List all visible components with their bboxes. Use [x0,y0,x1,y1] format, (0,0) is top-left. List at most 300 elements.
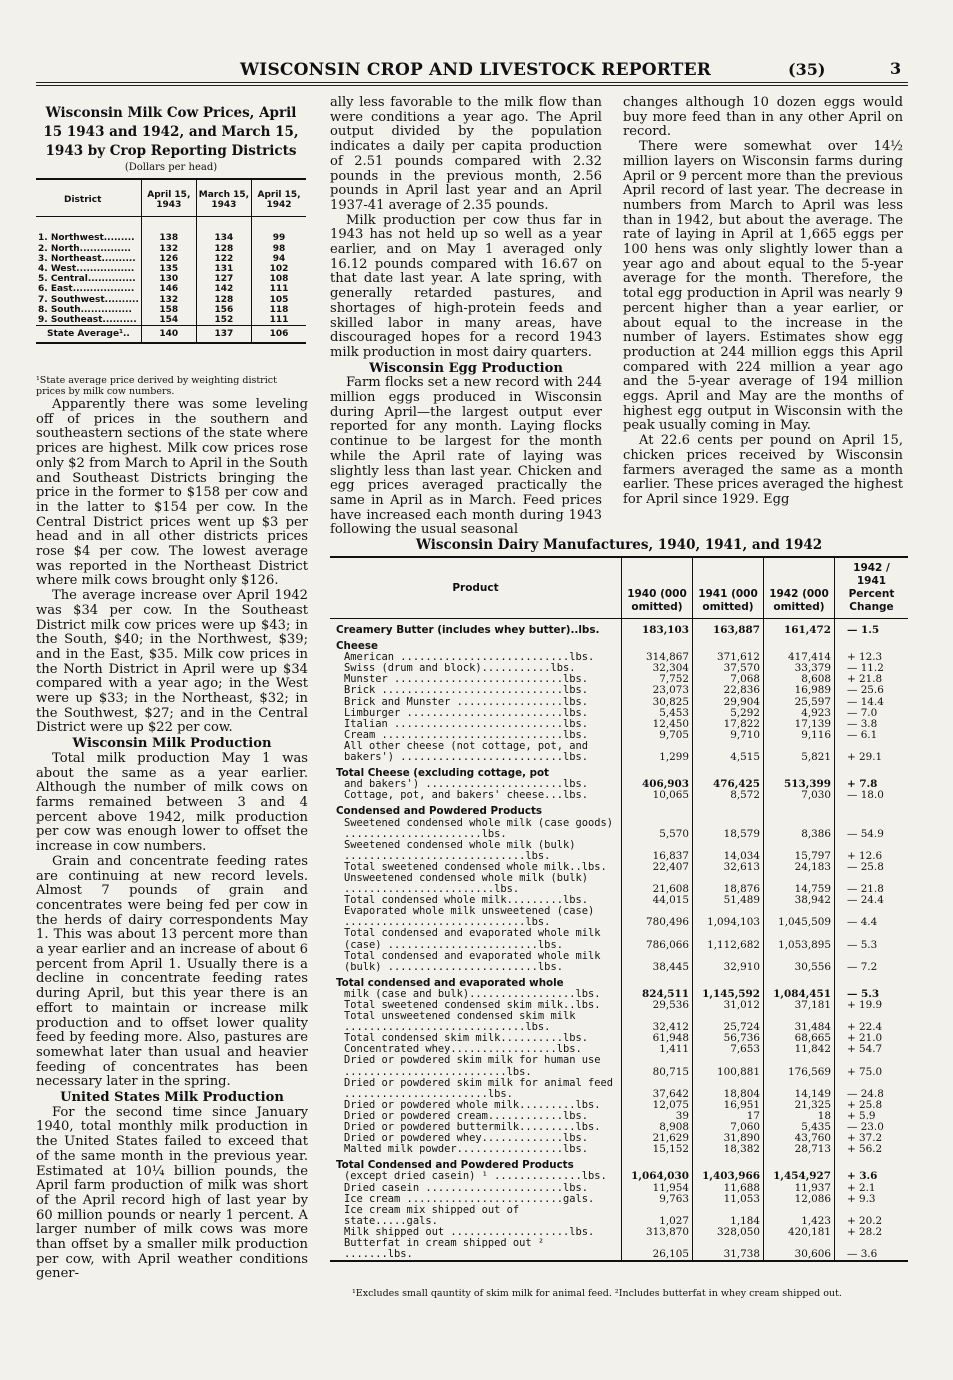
value-cell: 18,804 [693,1078,764,1100]
value-cell: 17,822 [693,719,764,730]
value-cell: 30,556 [764,951,835,973]
value-cell: 61,948 [622,1033,693,1044]
table-row [36,295,306,305]
value-cell: 32,613 [693,862,764,873]
value-cell: 29,904 [693,697,764,708]
table-row [330,906,908,928]
average-cell: 140 [141,326,196,344]
value-cell: 183,103 [622,619,693,637]
table-row [330,636,908,652]
table-row [36,244,306,254]
value-cell: 18 [764,1111,835,1122]
price-cell: 105 [252,295,306,305]
value-cell: 9,710 [693,730,764,741]
cow-price-table-title: Wisconsin Milk Cow Prices, April 15 1943 and 1942, and March 15, 1943 by Crop Reporting Districts [43,105,299,159]
percent-change-cell: + 12.6 [835,840,909,862]
value-cell: 11,842 [764,1044,835,1055]
col-header-april-1942: April 15, 1942 [252,179,306,217]
value-cell: 7,653 [693,1044,764,1055]
average-cell: 106 [252,326,306,344]
value-cell: 11,954 [622,1183,693,1194]
table-row [330,1011,908,1033]
cow-price-table [36,178,306,344]
value-cell: 12,450 [622,719,693,730]
percent-change-cell: — 4.4 [835,906,909,928]
value-cell: 33,379 [764,663,835,674]
value-cell [622,1155,693,1171]
percent-change-cell: — 24.8 [835,1078,909,1100]
percent-change-cell: + 25.8 [835,1100,909,1111]
value-cell [764,636,835,652]
value-cell: 8,386 [764,818,835,840]
product-label: Dried or powdered cream............lbs. [344,1109,588,1122]
price-cell: 98 [252,244,306,254]
value-cell: 14,034 [693,840,764,862]
value-cell: 51,489 [693,895,764,906]
col-header-percent-change: 1942 / 1941 Percent Change [835,557,909,619]
price-cell: 152 [196,315,251,326]
product-label: Unsweetened condensed whole milk (bulk) ........................lbs. [344,871,588,896]
percent-change-cell: + 2.1 [835,1183,909,1194]
table-row [330,818,908,840]
value-cell: 12,086 [764,1194,835,1205]
percent-change-cell: + 56.2 [835,1144,909,1155]
value-cell: 8,572 [693,790,764,801]
price-cell: 158 [141,305,196,315]
product-label: Munster ...........................lbs. [344,673,588,686]
percent-change-cell: + 75.0 [835,1055,909,1077]
col-header-district: District [36,179,141,217]
price-cell: 128 [196,244,251,254]
percent-change-cell: + 22.4 [835,1011,909,1033]
value-cell: 14,759 [764,873,835,895]
value-cell: 25,724 [693,1011,764,1033]
table-row [330,763,908,779]
percent-change-cell: + 54.7 [835,1044,909,1055]
product-label: Dried or powdered buttermilk.........lbs. [344,1121,601,1134]
value-cell: 9,763 [622,1194,693,1205]
percent-change-cell: + 9.3 [835,1194,909,1205]
district-name: 2. North............... [38,243,131,254]
table-row [330,685,908,696]
percent-change-cell: — 3.6 [835,1238,909,1261]
value-cell: 313,870 [622,1227,693,1238]
value-cell: 371,612 [693,652,764,663]
value-cell: 1,299 [622,741,693,763]
product-label: Total condensed and evaporated whole milk (bulk) ........................lbs. [344,949,601,973]
value-cell: 176,569 [764,1055,835,1077]
value-cell: 26,105 [622,1238,693,1261]
product-label: Dried or powdered whole milk.........lbs. [344,1098,601,1111]
percent-change-cell: + 5.9 [835,1111,909,1122]
percent-change-cell: + 21.0 [835,1033,909,1044]
product-label: Dried or powdered whey.............lbs. [344,1132,588,1145]
value-cell: 31,484 [764,1011,835,1033]
value-cell [764,763,835,779]
value-cell: 9,705 [622,730,693,741]
value-cell: 9,116 [764,730,835,741]
value-cell: 31,738 [693,1238,764,1261]
value-cell [693,801,764,817]
value-cell: 18,876 [693,873,764,895]
header-rule-double [36,85,908,86]
price-cell: 126 [141,254,196,264]
percent-change-cell: + 28.2 [835,1227,909,1238]
price-cell: 154 [141,315,196,326]
value-cell: 15,797 [764,840,835,862]
value-cell: 314,867 [622,652,693,663]
product-label: Milk shipped out ...................lbs. [344,1225,595,1238]
product-label: Total sweetened condensed skim milk..lbs. [344,999,601,1011]
value-cell: 21,325 [764,1100,835,1111]
percent-change-cell [835,801,909,817]
value-cell: 1,454,927 [764,1171,835,1182]
product-label: Dried or powdered skim milk for animal feed .......................lbs. [344,1076,613,1100]
value-cell: 417,414 [764,652,835,663]
value-cell: 17 [693,1111,764,1122]
col-header-1940: 1940 (000 omitted) [622,557,693,619]
table-row [330,1078,908,1100]
value-cell: 14,149 [764,1078,835,1100]
paragraph: Milk production per cow thus far in 1943 has not held up so well as a year earlier, and on May 1 averaged only 16.12 pounds compared with 16.67 on that date last year. A late spring, with generally retarded pastures, and shortages of high-protein feeds and skilled labor in many areas, have discouraged hopes for a record 1943 milk production in most dairy quarters. [330,212,602,360]
price-cell: 128 [196,295,251,305]
product-label: Cream .............................lbs. [344,728,588,741]
paragraph: There were somewhat over 14½ million layers on Wisconsin farms during April or 9 percent more than the previous April record of last year. The decrease in numbers from March to April was less than in 1942, but about the average. The rate of laying in April at 1,665 eggs per 100 hens was only slightly lower than a year ago and about equal to the 5-year average for the month. Therefore, the total egg production in April was nearly 9 percent higher than a year earlier, or about equal to the increase in the number of layers. Estimates show egg production at 244 million eggs this April compared with 224 million a year ago and the 5-year average of 194 million eggs. April and May are the months of highest egg output in Wisconsin with the peak usually coming in May. [623,139,903,434]
value-cell: 1,184 [693,1205,764,1227]
col-header-1942: 1942 (000 omitted) [764,557,835,619]
table-row [330,1144,908,1155]
percent-change-cell: — 23.0 [835,1122,909,1133]
product-label: Ice cream .........................gals. [344,1192,595,1205]
section-label: Cheese [336,640,378,653]
product-label: Brick .............................lbs. [344,684,588,697]
price-cell: 131 [196,264,251,274]
percent-change-cell [835,763,909,779]
value-cell: 30,825 [622,697,693,708]
product-label: Total condensed and evaporated whole milk (case) ........................lbs. [344,927,601,951]
value-cell [622,973,693,989]
district-name: 1. Northwest......... [38,233,135,244]
value-cell: 824,511 [622,989,693,1000]
percent-change-cell: — 21.8 [835,873,909,895]
value-cell: 8,908 [622,1122,693,1133]
product-label: Dried casein ......................lbs. [344,1181,588,1194]
percent-change-cell: — 25.8 [835,862,909,873]
percent-change-cell: + 37.2 [835,1133,909,1144]
section-label: Condensed and Powdered Products [336,805,543,818]
price-cell: 134 [196,217,251,244]
price-cell: 108 [252,274,306,284]
value-cell: 18,579 [693,818,764,840]
table-row [330,928,908,950]
value-cell: 406,903 [622,779,693,790]
price-cell: 99 [252,217,306,244]
paragraph: Grain and concentrate feeding rates are continuing at new record levels. Almost 7 pounds of grain and concentrates were being fed per cow in the herds of dairy correspondents May 1. This was about 13 percent more than a year earlier and an increase of about 6 percent from April 1. Usually there is a decline in concentrate feeding rates during April, but this year there is an effort to maintain or increase milk production and to offset lower quality feed by feeding more. Also, pastures are somewhat later than usual and heavier feeding of concentrates has been necessary later in the spring. [36,853,308,1090]
percent-change-cell: — 5.3 [835,989,909,1000]
price-cell: 132 [141,295,196,305]
value-cell: 16,989 [764,685,835,696]
percent-change-cell: + 19.9 [835,1000,909,1011]
table-row [36,217,306,244]
product-label: Creamery Butter (includes whey butter)..lbs. [336,624,600,636]
percent-change-cell: — 6.1 [835,730,909,741]
value-cell: 328,050 [693,1227,764,1238]
value-cell: 1,045,509 [764,906,835,928]
product-label: Limburger .........................lbs. [344,706,588,719]
district-name: 6. East.................. [38,284,135,295]
paragraph: ally less favorable to the milk flow than were conditions a year ago. The April output divided by the population indicates a daily per capita production of 2.51 pounds compared with 2.32 pounds in the previous month, 2.56 pounds in April last year and an April 1937-41 average of 2.35 pounds. [330,95,602,213]
value-cell: 32,412 [622,1011,693,1033]
value-cell [622,801,693,817]
product-label: Italian ...........................lbs. [344,717,588,730]
table-row [330,1055,908,1077]
value-cell: 32,304 [622,663,693,674]
price-cell: 146 [141,284,196,294]
price-cell: 130 [141,274,196,284]
value-cell: 1,112,682 [693,928,764,950]
table-row [330,1205,908,1227]
value-cell: 24,183 [764,862,835,873]
paragraph: At 22.6 cents per pound on April 15, chicken prices received by Wisconsin farmers averaged the same as a month earlier. These prices averaged the highest for April since 1929. Egg [623,433,903,507]
value-cell: 1,053,895 [764,928,835,950]
table-row [36,315,306,326]
product-label: Swiss (drum and block)...........lbs. [344,662,576,675]
value-cell: 1,145,592 [693,989,764,1000]
value-cell: 1,084,451 [764,989,835,1000]
product-label: Total condensed skim milk..........lbs. [344,1032,588,1045]
percent-change-cell: — 25.6 [835,685,909,696]
value-cell: 7,068 [693,674,764,685]
value-cell: 17,139 [764,719,835,730]
middle-column-text [330,96,602,538]
paragraph: Apparently there was some leveling off of prices in the southern and southeastern sections of the state where prices are highest. Milk cow prices rose only $2 from March to April in the South and Southeast Districts bringing the price in the former to $158 per cow and in the latter to $154 per cow. In the Central District prices went up $3 per head and in all other districts prices rose $4 per cow. The lowest average was reported in the Northeast District where milk cows brought only $126. [36,397,308,589]
product-label: Malted milk powder.................lbs. [344,1143,588,1156]
value-cell: 1,411 [622,1044,693,1055]
value-cell: 37,570 [693,663,764,674]
product-label: Brick and Munster .................lbs. [344,695,588,708]
price-cell: 94 [252,254,306,264]
value-cell: 161,472 [764,619,835,637]
value-cell: 11,688 [693,1183,764,1194]
price-cell: 138 [141,217,196,244]
district-name: 3. Northeast.......... [38,253,136,264]
value-cell: 1,094,103 [693,906,764,928]
issue-number: (35) [788,60,826,79]
value-cell: 163,887 [693,619,764,637]
district-name: 5. Central.............. [38,274,136,285]
value-cell: 21,608 [622,873,693,895]
percent-change-cell: + 21.8 [835,674,909,685]
value-cell: 18,382 [693,1144,764,1155]
cow-price-table-subtitle: (Dollars per head) [124,162,218,173]
product-label: All other cheese (not cottage, pot, and bakers') ..........................lbs. [344,739,588,764]
value-cell: 7,030 [764,790,835,801]
product-label: milk (case and bulk).................lbs. [344,987,601,1000]
table-row [36,305,306,315]
value-cell: 21,629 [622,1133,693,1144]
district-name: 9. Southeast.......... [38,315,137,326]
value-cell: 29,536 [622,1000,693,1011]
percent-change-cell: — 1.5 [835,619,909,637]
table-row [330,973,908,989]
value-cell: 10,065 [622,790,693,801]
paragraph: changes although 10 dozen eggs would buy more feed than in any other April on record. [623,95,903,140]
value-cell: 43,760 [764,1133,835,1144]
district-name: 7. Southwest.......... [38,294,139,305]
section-label: Total Condensed and Powdered Products [336,1159,574,1172]
product-label: (except dried casein) ¹ ..............lbs. [344,1170,607,1183]
average-cell: 137 [196,326,251,344]
section-heading-milk: Wisconsin Milk Production [72,736,272,752]
value-cell: 420,181 [764,1227,835,1238]
percent-change-cell [835,1155,909,1171]
value-cell [622,636,693,652]
table-row [330,790,908,801]
value-cell [693,636,764,652]
value-cell: 780,496 [622,906,693,928]
dairy-manufactures-table [330,556,908,1262]
section-label: Total Cheese (excluding cottage, pot [336,767,549,780]
table-row [330,619,908,637]
value-cell: 5,453 [622,708,693,719]
percent-change-cell: — 24.4 [835,895,909,906]
value-cell: 5,570 [622,818,693,840]
percent-change-cell: — 11.2 [835,663,909,674]
percent-change-cell: — 54.9 [835,818,909,840]
price-cell: 156 [196,305,251,315]
value-cell: 476,425 [693,779,764,790]
value-cell: 68,665 [764,1033,835,1044]
percent-change-cell: — 7.2 [835,951,909,973]
value-cell: 7,060 [693,1122,764,1133]
price-cell: 135 [141,264,196,274]
value-cell: 513,399 [764,779,835,790]
value-cell: 11,053 [693,1194,764,1205]
table-row [330,801,908,817]
product-label: Total unsweetened condensed skim milk .............................lbs. [344,1010,576,1034]
product-label: Total sweetened condensed whole milk..lbs. [344,860,607,873]
price-cell: 127 [196,274,251,284]
dairy-table-footnote: ¹Excludes small qauntity of skim milk for animal feed. ²Includes butterfat in whey cream shipped out. [352,1288,842,1299]
product-label: and bakers') ......................lbs. [344,778,588,791]
percent-change-cell: — 3.8 [835,719,909,730]
value-cell: 5,435 [764,1122,835,1133]
table-row-average [36,326,306,344]
value-cell: 786,066 [622,928,693,950]
paragraph: The average increase over April 1942 was $34 per cow. In the Southeast District milk cow prices were up $43; in the South, $40; in the Northwest, $39; and in the East, $35. Milk cow prices in the North District in April were up $34 compared with a year ago; in the West were up $33; in the Northeast, $32; in the Southwest, $27; and in the Central District were up $22 per cow. [36,588,308,736]
table-row [330,951,908,973]
value-cell [693,973,764,989]
page-number: 3 [890,59,902,78]
cow-price-footnote: ¹State average price derived by weighting district prices by milk cow numbers. [36,375,277,397]
col-header-march-1943: March 15, 1943 [196,179,251,217]
value-cell: 39 [622,1111,693,1122]
section-heading-egg: Wisconsin Egg Production [369,360,563,376]
value-cell [622,763,693,779]
paragraph: Farm flocks set a new record with 244 million eggs produced in Wisconsin during April—the largest output ever reported for any month. Laying flocks continue to be largest for the month while the April rate of laying was slightly less than last year. Chicken and egg prices averaged practically the same in April as in March. Feed prices have increased each month during 1943 following the usual seasonal [330,375,602,538]
product-label: Dried or powdered skim milk for human use ..........................lbs. [344,1054,601,1078]
value-cell [764,973,835,989]
price-cell: 122 [196,254,251,264]
price-cell: 118 [252,305,306,315]
percent-change-cell [835,973,909,989]
table-row [36,264,306,274]
value-cell: 100,881 [693,1055,764,1077]
value-cell: 4,923 [764,708,835,719]
price-cell: 111 [252,315,306,326]
table-row [36,254,306,264]
product-label: Ice cream mix shipped out of state.....gals. [344,1203,520,1227]
value-cell: 30,606 [764,1238,835,1261]
table-row [330,1155,908,1171]
value-cell: 16,951 [693,1100,764,1111]
table-row [330,873,908,895]
page-header-title: WISCONSIN CROP AND LIVESTOCK REPORTER [240,60,712,80]
value-cell: 1,064,030 [622,1171,693,1182]
value-cell [764,801,835,817]
price-cell: 132 [141,244,196,254]
right-column-text [623,96,903,508]
percent-change-cell: — 18.0 [835,790,909,801]
section-label: Total condensed and evaporated whole [336,976,564,989]
table-row [330,1171,908,1182]
value-cell: 32,910 [693,951,764,973]
percent-change-cell: — 7.0 [835,708,909,719]
value-cell: 16,837 [622,840,693,862]
percent-change-cell [835,636,909,652]
table-row [330,1183,908,1194]
price-cell: 142 [196,284,251,294]
product-label: Sweetened condensed whole milk (bulk) .............................lbs. [344,838,576,862]
value-cell: 80,715 [622,1055,693,1077]
product-label: Cottage, pot, and bakers' cheese...lbs. [344,789,588,802]
percent-change-cell: + 7.8 [835,779,909,790]
product-label: Butterfat in cream shipped out ² .......lbs. [330,1238,622,1261]
product-label: American ...........................lbs. [344,651,595,664]
value-cell: 23,073 [622,685,693,696]
percent-change-cell: + 29.1 [835,741,909,763]
value-cell: 37,181 [764,1000,835,1011]
paragraph: For the second time since January 1940, total monthly milk production in the United States failed to exceed that of the same month in the previous year. Estimated at 10¼ billion pounds, the April farm production of milk was short of the April record high of last year by 60 million pounds or nearly 1 percent. A larger number of milk cows was more than offset by a smaller milk production per cow, with April weather conditions gener- [36,1104,308,1282]
value-cell: 38,942 [764,895,835,906]
percent-change-cell: + 20.2 [835,1205,909,1227]
value-cell: 12,075 [622,1100,693,1111]
table-row [36,284,306,294]
product-label: Sweetened condensed whole milk (case goods) ......................lbs. [344,816,613,840]
district-name: 8. South............... [38,304,132,315]
value-cell: 1,403,966 [693,1171,764,1182]
value-cell: 56,736 [693,1033,764,1044]
value-cell: 7,752 [622,674,693,685]
value-cell: 38,445 [622,951,693,973]
district-name: 4. West................. [38,264,135,275]
value-cell: 22,836 [693,685,764,696]
value-cell: 31,890 [693,1133,764,1144]
value-cell: 8,608 [764,674,835,685]
table-row [330,840,908,862]
col-header-april-1943: April 15, 1943 [141,179,196,217]
percent-change-cell: — 14.4 [835,697,909,708]
section-heading-us-milk: United States Milk Production [60,1090,284,1106]
value-cell: 4,515 [693,741,764,763]
value-cell: 1,027 [622,1205,693,1227]
product-label: Concentrated whey.................lbs. [344,1043,582,1056]
value-cell: 5,292 [693,708,764,719]
price-cell: 111 [252,284,306,294]
price-cell: 102 [252,264,306,274]
col-header-1941: 1941 (000 omitted) [693,557,764,619]
value-cell: 22,407 [622,862,693,873]
